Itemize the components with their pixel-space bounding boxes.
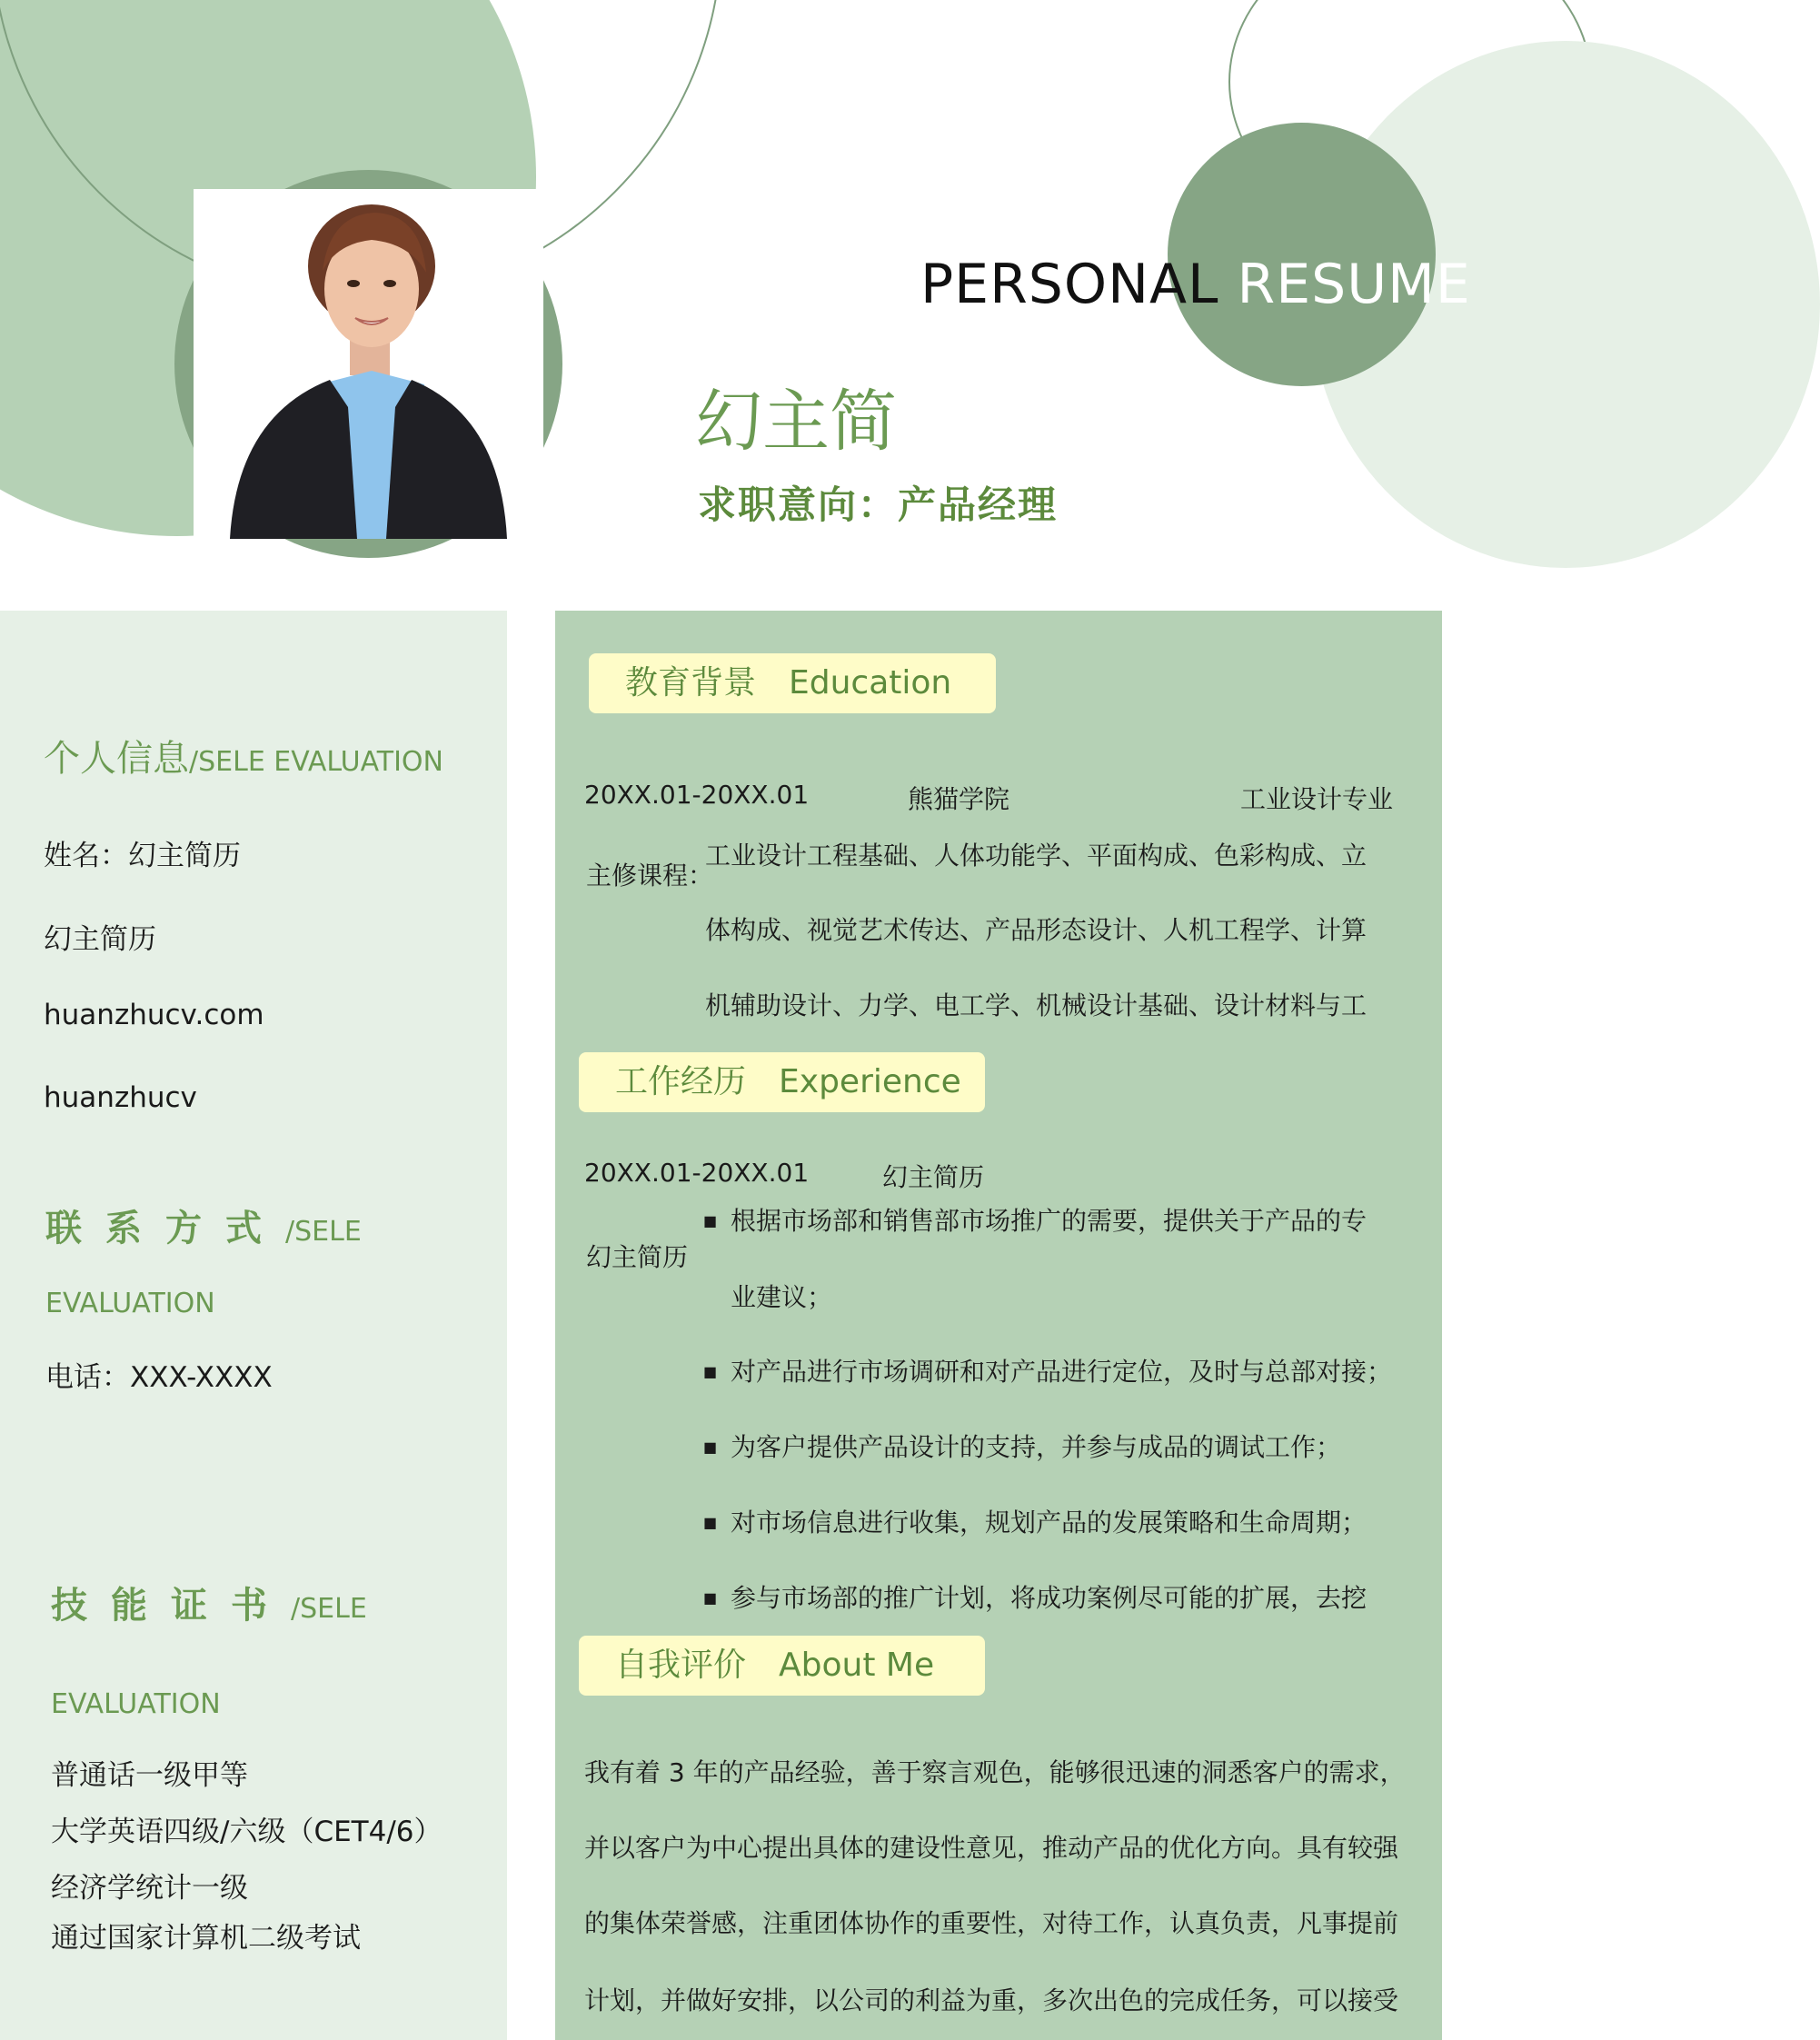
contact-heading-cn: 联系方式 (45, 1208, 285, 1249)
experience-bullet-text: 根据市场部和销售部市场推广的需要，提供关于产品的专 (731, 1206, 1367, 1236)
education-badge-cn: 教育背景 (625, 664, 757, 702)
contact-heading-sub: /SELE (285, 1216, 362, 1248)
contact-heading (45, 1199, 362, 1251)
education-course-label-clip (586, 849, 714, 891)
experience-bullet-text: 为客户提供产品设计的支持，并参与成品的调试工作； (731, 1432, 1342, 1462)
experience-role: 幻主简历 (586, 1242, 689, 1272)
skills-heading (51, 1577, 367, 1628)
avatar-portrait-icon (194, 189, 543, 539)
personal-info-item: 姓名：幻主简历 (44, 840, 241, 872)
experience-bullet-text: 对市场信息进行收集，规划产品的发展策略和生命周期； (731, 1508, 1367, 1537)
skills-heading-sub: /SELE (291, 1593, 367, 1625)
experience-badge-en: Experience (779, 1063, 961, 1100)
education-school: 熊猫学院 (908, 784, 1010, 814)
experience-date: 20XX.01-20XX.01 (584, 1158, 810, 1188)
personal-info-item: huanzhucv (44, 1081, 197, 1114)
experience-company: 幻主简历 (882, 1162, 985, 1192)
about-badge (579, 1636, 985, 1696)
skill-item: 普通话一级甲等 (51, 1759, 248, 1792)
education-date: 20XX.01-20XX.01 (584, 780, 810, 810)
bullet-icon: ■ (703, 1438, 718, 1456)
experience-bullet (703, 1578, 1412, 1613)
experience-role-clip (586, 1234, 693, 1272)
education-course-line: 体构成、视觉艺术传达、产品形态设计、人机工程学、计算 (705, 915, 1367, 945)
contact-phone: 电话：XXX-XXXX (45, 1361, 273, 1394)
education-course-line: 机辅助设计、力学、电工学、机械设计基础、设计材料与工 (705, 990, 1367, 1020)
experience-badge (579, 1052, 985, 1112)
experience-bullet (703, 1503, 1412, 1557)
skills-heading-sub2: EVALUATION (51, 1688, 221, 1720)
about-badge-cn: 自我评价 (615, 1647, 747, 1684)
experience-bullet-text: 对产品进行市场调研和对产品进行定位，及时与总部对接； (731, 1357, 1393, 1387)
candidate-name: 幻主简 (695, 383, 897, 461)
personal-info-item: 幻主简历 (44, 923, 156, 956)
about-line: 并以客户为中心提出具体的建设性意见，推动产品的优化方向。具有较强 (584, 1833, 1399, 1863)
skills-heading-line2 (51, 1680, 221, 1722)
resume-title-light: RESUME (1237, 253, 1471, 316)
education-course-label: 主修课程： (586, 861, 714, 891)
contact-heading-sub2: EVALUATION (45, 1288, 215, 1319)
job-intent: 求职意向：产品经理 (698, 483, 1059, 527)
resume-title (920, 253, 1471, 316)
personal-info-item: huanzhucv.com (44, 999, 264, 1031)
experience-bullet-text: 参与市场部的推广计划，将成功案例尽可能的扩展，去挖 (731, 1583, 1367, 1613)
about-badge-en: About Me (779, 1647, 935, 1684)
skill-item: 经济学统计一级 (51, 1872, 248, 1905)
education-course-line: 工业设计工程基础、人体功能学、平面构成、色彩构成、立 (705, 841, 1367, 871)
personal-info-heading-cn: 个人信息 (44, 738, 189, 780)
bullet-icon: ■ (703, 1363, 718, 1380)
about-line: 计划，并做好安排，以公司的利益为重，多次出色的完成任务，可以接受 (584, 1985, 1399, 2015)
experience-bullet (703, 1428, 1412, 1482)
main-content-panel (555, 611, 1442, 2040)
avatar (194, 189, 543, 539)
personal-info-heading-sub: /SELE EVALUATION (189, 746, 443, 778)
bullet-icon: ■ (703, 1589, 718, 1607)
experience-bullet (703, 1352, 1412, 1407)
education-major: 工业设计专业 (1240, 784, 1394, 814)
experience-bullet-text-cont: 业建议； (731, 1282, 833, 1312)
personal-info-heading (44, 730, 443, 781)
about-line: 的集体荣誉感，注重团体协作的重要性，对待工作，认真负责，凡事提前 (584, 1908, 1399, 1938)
education-badge (589, 653, 996, 713)
about-line-clip (584, 1981, 1438, 2015)
about-line: 我有着 3 年的产品经验，善于察言观色，能够很迅速的洞悉客户的需求， (584, 1757, 1406, 1787)
skill-item-clipped (51, 1918, 505, 1955)
education-badge-en: Education (789, 664, 952, 702)
experience-bullet (703, 1201, 1412, 1256)
resume-title-dark: PERSONAL (920, 253, 1219, 316)
skills-heading-cn: 技能证书 (51, 1585, 291, 1627)
bullet-icon: ■ (703, 1514, 718, 1531)
skill-item: 通过国家计算机二级考试 (51, 1922, 361, 1955)
experience-badge-cn: 工作经历 (615, 1063, 747, 1100)
skill-item: 大学英语四级/六级（CET4/6） (51, 1816, 443, 1848)
bullet-icon: ■ (703, 1212, 718, 1229)
contact-heading-line2 (45, 1279, 215, 1321)
